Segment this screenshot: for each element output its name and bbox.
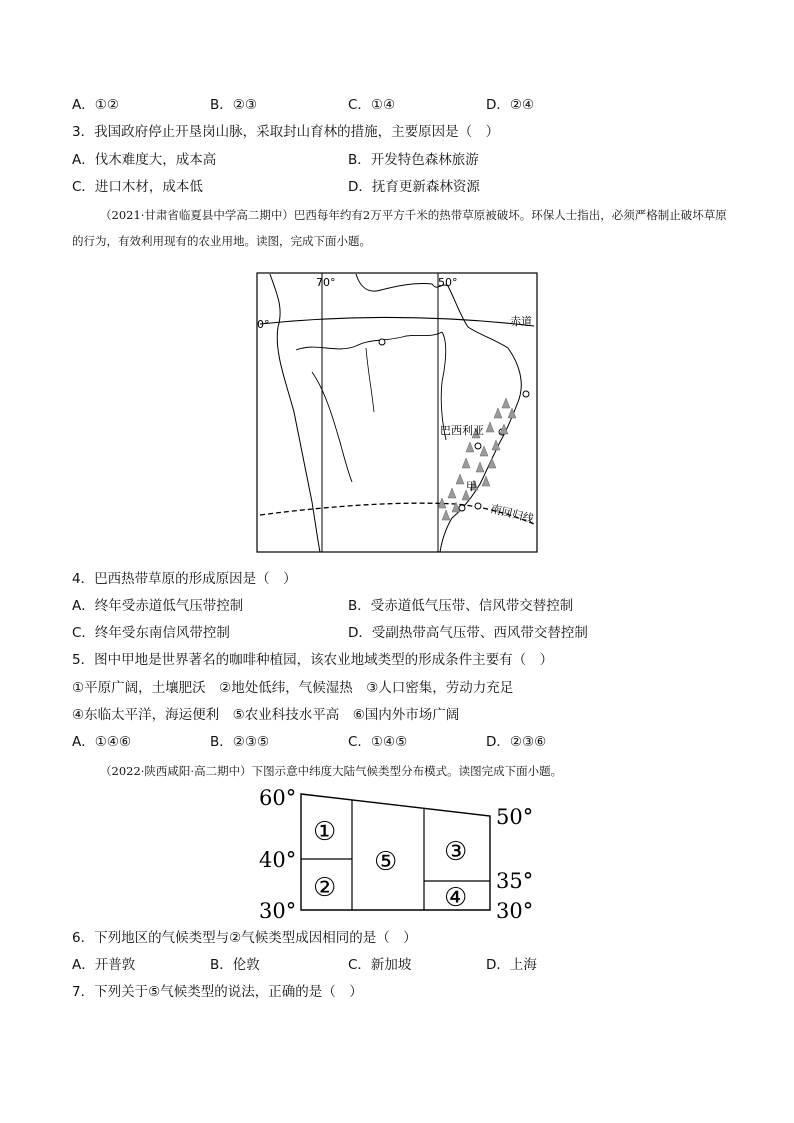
passage-intro-climate: （2022·陕西咸阳·高二期中）下图示意中纬度大陆气候类型分布模式。读图完成下面小题。 <box>100 764 563 778</box>
q4-stem: 4．巴西热带草原的形成原因是（ ） <box>72 571 297 587</box>
label-60: 60° <box>259 786 297 810</box>
q2-option-b: B．②③ <box>210 97 257 113</box>
climate-pattern-diagram <box>256 784 546 924</box>
q5-conditions-2: ④东临太平洋，海运便利 ⑤农业科技水平高 ⑥国内外市场广阔 <box>72 707 460 723</box>
label-50: 50° <box>496 805 534 829</box>
q6-option-c: C．新加坡 <box>348 957 412 973</box>
q6-option-a: A．开普敦 <box>72 957 136 973</box>
label-equator: 赤道 <box>510 315 532 328</box>
lake-dot-1 <box>379 339 385 345</box>
q3-option-b: B．开发特色森林旅游 <box>348 152 479 168</box>
q5-option-a: A．①④⑥ <box>72 734 132 750</box>
q5-option-c: C．①④⑤ <box>348 734 408 750</box>
q2-option-d: D．②④ <box>486 97 535 113</box>
q5-conditions-1: ①平原广阔，土壤肥沃 ②地处低纬，气候湿热 ③人口密集，劳动力充足 <box>72 680 514 696</box>
zone-3: ③ <box>444 837 468 867</box>
q4-option-d: D．受副热带高气压带、西风带交替控制 <box>348 625 588 641</box>
passage-intro-brazil: （2021·甘肃省临夏县中学高二期中）巴西每年约有2万平方千米的热带草原被破坏。环保人士指出，必须严格制止破坏草原的行为，有效利用现有的农业用地。读图，完成下面小题。 <box>72 208 727 248</box>
label-30-right: 30° <box>496 899 534 923</box>
q5-stem: 5．图中甲地是世界著名的咖啡种植园，该农业地域类型的形成条件主要有（ ） <box>72 652 554 668</box>
label-tropic: 南回归线 <box>489 502 536 526</box>
q6-option-b: B．伦敦 <box>210 957 260 973</box>
label-50: 50° <box>438 276 458 289</box>
label-brasilia: 巴西利亚 <box>440 424 484 437</box>
label-jia: 甲 <box>466 480 477 493</box>
q5-option-b: B．②③⑤ <box>210 734 270 750</box>
q4-option-a: A．终年受赤道低气压带控制 <box>72 598 244 614</box>
zone-4: ④ <box>444 883 468 913</box>
coast-dot-2 <box>459 505 465 511</box>
label-40: 40° <box>259 848 297 872</box>
label-0: 0° <box>257 318 270 331</box>
q2-option-a: A．①② <box>72 97 119 113</box>
city-dot-east <box>523 391 529 397</box>
brasilia-dot <box>475 443 481 449</box>
zone-1: ① <box>313 817 337 847</box>
label-35: 35° <box>496 869 534 893</box>
zone-5: ⑤ <box>374 847 398 877</box>
zone-2: ② <box>313 873 337 903</box>
q3-option-d: D．抚育更新森林资源 <box>348 179 480 195</box>
q3-stem: 3．我国政府停止开垦岗山脉，采取封山育林的措施，主要原因是（ ） <box>72 124 500 140</box>
q3-option-a: A．伐木难度大，成本高 <box>72 152 217 168</box>
coast-dot-3 <box>475 503 481 509</box>
q4-option-c: C．终年受东南信风带控制 <box>72 625 230 641</box>
q6-stem: 6．下列地区的气候类型与②气候类型成因相同的是（ ） <box>72 930 417 946</box>
brazil-map <box>256 272 538 554</box>
q4-option-b: B．受赤道低气压带、信风带交替控制 <box>348 598 574 614</box>
label-30-left: 30° <box>259 899 297 923</box>
q6-option-d: D．上海 <box>486 957 537 973</box>
q7-stem: 7．下列关于⑤气候类型的说法，正确的是（ ） <box>72 984 363 1000</box>
q3-option-c: C．进口木材，成本低 <box>72 179 203 195</box>
q5-option-d: D．②③⑥ <box>486 734 547 750</box>
q2-option-c: C．①④ <box>348 97 396 113</box>
label-70: 70° <box>316 276 336 289</box>
